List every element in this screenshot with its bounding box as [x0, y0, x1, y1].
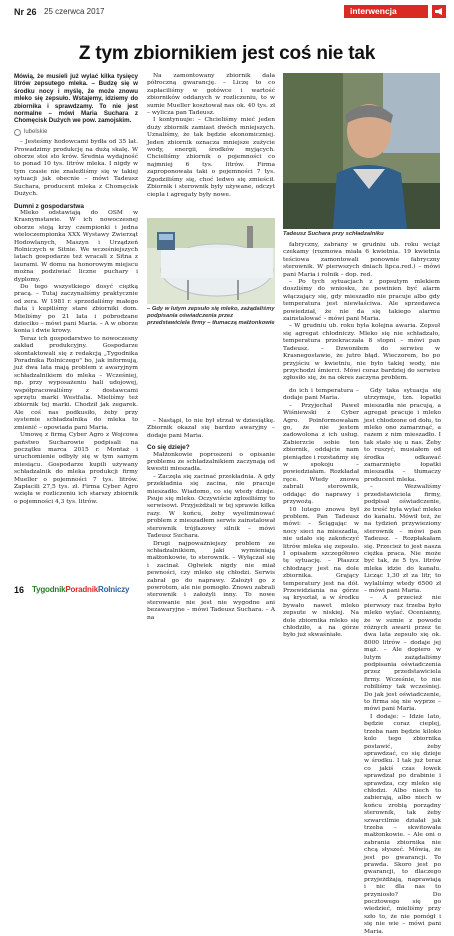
- paragraph: Teraz ich gospodarstwo to nowoczesny zakład produkcyjny. Gospodarze skontaktowali się z redakcją „Tygodnika Poradnika Rolniczego" bo, jak informują, już dwa lata mają problem z awaryjnym schładzalnikiem do mleka – Wcześniej, np. przy wyposażeniu hali udojowej, współpracowaliśmy z dostawcami sprzętu marki Westfalia. Mieliśmy też zbiornik tej marki. Chodził jak zegarek. Ale coś nas podkusiło, żeby przy systemie schładzalnika do mleka to zmienić – opowiada pani Maria.: [14, 335, 138, 431]
- paragraph: Małżonkowie poproszeni o opisanie problemu ze schładzalnikiem zaczynają od kwestii mieszadła.: [147, 451, 275, 473]
- paragraph: – A przecież nie pierwszy raz trzeba było mleko wylać. Ocenianny, że w sumie z powodu różnych awarii przez te dwa lata zepsuło się ok. 8000 litrów – dodaje jej mąż. – Ale dopiero w lutym zażądaliśmy podpisania oświadczenia przez przedstawiciela firmy. Wcześnie, to nie robiliśmy tak wcześniej. Do jak jest oświadczenie, to firma się nie wyprze – mówi pani Maria.: [364, 595, 441, 713]
- article-column-1: [14, 73, 138, 506]
- article-column-5: [364, 388, 441, 935]
- issue-number: Nr 26: [14, 7, 37, 17]
- section-tag: interwencja: [344, 5, 428, 18]
- farmer-photo: [283, 73, 440, 229]
- logo-word-3: Rolniczy: [98, 585, 130, 594]
- article-column-4: [283, 388, 359, 639]
- article-title: Z tym zbiornikiem jest coś nie tak: [78, 43, 376, 64]
- article-column-3: [147, 418, 275, 621]
- paragraph: do ich i temperatura – dodaje pani Maria.: [283, 388, 359, 402]
- paragraph: Mleko odstawiają do OSM w Krasnymstawie. W ich nowoczesnej oborze stoją krzy czempionki i jedna wieloczempionka XXX Wystawy Zwierząt Hodowlanych, Maszyn i Urządzeń Rolniczych w Sitnie. We wcześniejszych latach gospodarze też wracali z Sitna z laurami. W domu na honorowym miejscu można podziwiać liczne puchary i dyplomy.: [14, 209, 138, 283]
- photo-caption-farmer: Tadeusz Suchara przy schładzalniku: [283, 231, 384, 237]
- paragraph: Gdy taka sytuacja się utrzymuje, tzn. łopatki mieszadła nie pracują, a agregat pracuje i mleko jest chłodzone od dołu, to mleko ono zamarznąć, a razem z nim mieszadło. I tak stało się u nas. Żeby to ruszyć, musiałem od środka odkawać zamarznięte łopatki mieszadła – tłumaczy producent mleka.: [364, 388, 441, 483]
- article-lead: Mówią, że musieli już wylać kilka tysięcy litrów zepsutego mleka. – Budzę się w środku nocy i myślę, że może znowu mleko się zepsuło. Wstajemy, idziemy do zbiornika i sprawdzamy. To nie jest normalne – mówi Maria Suchara z Chomęcisk Dużych we pow. zamojskim.: [14, 73, 138, 125]
- photo-caption-tank: – Gdy w lutym zepsuło się mleko, zażądaliśmy podpisania oświadczenia przez przedstawiciela firmy – tłumaczą małżonkowie: [147, 306, 275, 326]
- page-header: [0, 0, 454, 20]
- paragraph: 10 lutego znowu był problem. Pan Tadeusz mówi: – Ściągając w nocy sieci na mieszadła, nie udało się zakończyć litrów mleka się zepsuło. I opisałem szczegółowo tę sytuację. – Płaszcz chłodzący jest na dole zbiornika. Grający temperatury jest na dół. Przewidziania na górze są kryształ, a w środku bywało nawet mleko zepsute w niskiej. Na dole zbiornika mleko się chłodziło, a na górze było już skwaśniałe.: [283, 506, 359, 639]
- paragraph: Umowę z firmą Cyber Agro z Wojcowa państwo Sucharowie podpisali na początku marca 2015 r. Montaż i uruchomienie odbyły się w tym samym miesiącu. Gospodarze kupili używany schładzalnik do mleka produkcji firmy Mueller o pojemności 7 tys. litrów. Zapłacili 27,5 tys. zł. Firma Cyber Agro wzięła w rozliczeniu ich starszy zbiornik o pojemności 4,3 tys. litrów.: [14, 432, 138, 505]
- paragraph: – W grudniu ub. roku była kolejna awaria. Zepsuł się agregat chłodniczy. Mleko się nie schładzało, temperatura przekraczała 8 stopni – mówi pan Tadeusz. – Dzwoniłem do serwisu w Krasnegostawie, że jutro błąd. Wieczorem, bo po przyjściu w kwietniu, nie było takiej wody, nie przychodzi śmierci. Mówi coraz bardziej do serwisu zgłosiło się, że na okres zaczyna problem.: [283, 323, 440, 382]
- logo-word-2: Poradnik: [65, 585, 99, 594]
- paragraph: – Zaczęła się zacinać przekładnia. A gdy przekładnia się zacina, nie pracuje mieszadło. Wiadomo, co się wtedy dzieje. Psuje się mleko. Oczywiście zgłosiliśmy to serwisowi. Przyjeżdżali w tej sprawie kilka razy. W końcu, żeby wyeliminować problem z mieszadłem serwis zainstalował sterownik trójfazowy silnik – mówi Tadeusz Suchara.: [147, 473, 275, 540]
- paragraph: Na zamontowany zbiornik dała półroczną gwarancję. – Liczę to co zapłaciliśmy w gotówce i wartość zbiorników oddanych w rozliczeniu, to w sumie Mueller kosztował nas ok. 40 tys. zł – wylicza pan Tadeusz.: [147, 73, 275, 117]
- publication-logo: [32, 585, 129, 594]
- paragraph: I dodaje: – Idzie lato, będzie coraz cieplej, trzeba nam będzie kiloko kolo tego zbiornika postawić, żeby sprawdzać, co się dzieje w środku. I tak już teraz co jakiś czas łowek sprawdzał po drabinie i sprawdza, czy mleko się chłodzi. Albo niech to zabierają, albo niech w końcu zrobią porządny sterownik, tak żeby szwarcilmie działał jak trzeba – skwitowała małżonkowie. – Ale oni o zabrania zbiornika nie chcą słyszeć. Mówią, że jest po gwarancji. To prawda. Skoro jest po gwarancji, to dlaczego przyjeżdżają, naprawiają i nic dla nas to przyniosło? Do pocztowego się go wiedzieć, mieliśmy przy szło to, że nie pomógł i się nie wie – mówi pani Maria.: [364, 713, 441, 935]
- paragraph: fabryczny, zabrany w grudniu ub. roku wciąż czekamy (rozmowa miała 6 kwietnia. 19 kwietnia teściowa zamontowali ponownie fabryczny sterownik. W pierwszych dniach lipca.red.) – mówi pani Maria i rolnik – dop. red.: [283, 242, 440, 278]
- paragraph: Drugi najpoważniejszy problem ze schładzalnikiem, jaki wymieniają małżonkowie, to sterownik. – Wyłączał się i zacinał. Oglwiek nigdy nie miał pewności, czy mleko się chłodzi. Serwis zabrał go do naprawy. Założył go z powrotem, ale nie pomogło. Znowu zabrali sterownik i założyli inny. To nowe sterowanie nie jest nie wygodne ani bezawaryjne – mówi Tadeusz Suchara. – A na: [147, 540, 275, 621]
- article-column-2: [147, 73, 275, 199]
- subheading: Co się dzieje?: [147, 444, 190, 452]
- issue-date: 25 czerwca 2017: [44, 7, 105, 16]
- byline: [14, 129, 138, 136]
- tank-photo: [147, 218, 275, 304]
- megaphone-icon: [432, 5, 446, 18]
- article-column-4-upper: [283, 242, 440, 383]
- paragraph: – Przyjechał Paweł Wiśniewski z Cyber Agro. Poinformowałam go, że nie jestem zadowolona z ich usług. Zabierzcie sobie ten zbiornik, oddajcie nam pieniądze i rozstańmy się w spokoju – powiedziałam. Rozkładał ręce. Wtedy znowu zabrali sterownik, oddając do naprawy i przywożą.: [283, 402, 359, 506]
- paragraph: I kontynuuje: – Chcieliśmy mieć jeden duży zbiornik zamiast dwóch mniejszych. Uznaliśmy, że tak będzie ekonomiczniej. Jeden zbiornik oznacza mniejsze zużycie wody, energii, środków myjących. Chcieliśmy zbiornik o pojemności co najmniej 6 tys. litrów. Firma zaproponowała taki o pojemności 7 tys. Zgodziliśmy się, choć ledwo się zmieścił. Zbiornik i sterownik były używane, odczyt cieplа i agregaty były nowe.: [147, 117, 275, 198]
- paragraph: – Po tych sytuacjach z popsutym mlekiem doszliśmy do wniosku, że powinien być alarm włączający się, gdy mieszadło nie pracuje albo gdy temperatura jest niewłaściwa. Ale sprzedawca powiedział, że nie da się takiego alarmu zainstalować – mówi pani Maria.: [283, 279, 440, 323]
- subheading: Dumni z gospodarstwa: [14, 202, 84, 210]
- paragraph: – Nastąpi, to nie był strzał w dziesiątkę. Zbiornik okazał się bardzo awaryjny – dodaje pani Maria.: [147, 418, 275, 439]
- paragraph: – Wezwaliśmy przedstawiciela firmy, podpisał oświadczenie, że treść była wylać mleko do kanału. Mówił też, że na tydzień przywieziony sterownik – mówi pan Tadeusz. – Rozpłakałam się. Przecież to jest nasza ciężka praca. Nie może być tak, że 5 tys. litrów mleka idzie do kanału. Licząc 1,30 zł za litr, to wylaliśmy wtedy 6500 zł – mówi pani Maria.: [364, 484, 441, 594]
- page-number: 16: [14, 585, 25, 595]
- byline-region: lubelskie: [24, 128, 48, 135]
- paragraph: – Jesteśmy hodowcami bydła od 35 lat. Prowadzimy produkcję na dużą skalę. W oborze stoi sto krów. Średnia wydajność to ponad 10 tys. litrów mleka. I nigdy w tym czasie nie znaleźliśmy się w takiej sytuacji jak obecnie – mówi Tadeusz Suchara, producent mleka z Chomęcisk Dużych.: [14, 139, 138, 198]
- paragraph: Do tego wszystkiego dosyć ciężką pracą. – Tutaj zaczynaliśmy praktycznie od zera. W 1981 r. sprzedaliśmy małego fiata i kupiliśmy stare zbiorniki dom. Mieliśmy po 21 lata i pobrodzane dzieciko – mówi pani Maria. – A w oborze konia i dwie krowy.: [14, 283, 138, 335]
- page-footer: [0, 578, 454, 600]
- region-icon: [14, 129, 21, 136]
- logo-word-1: Tygodnik: [32, 585, 66, 594]
